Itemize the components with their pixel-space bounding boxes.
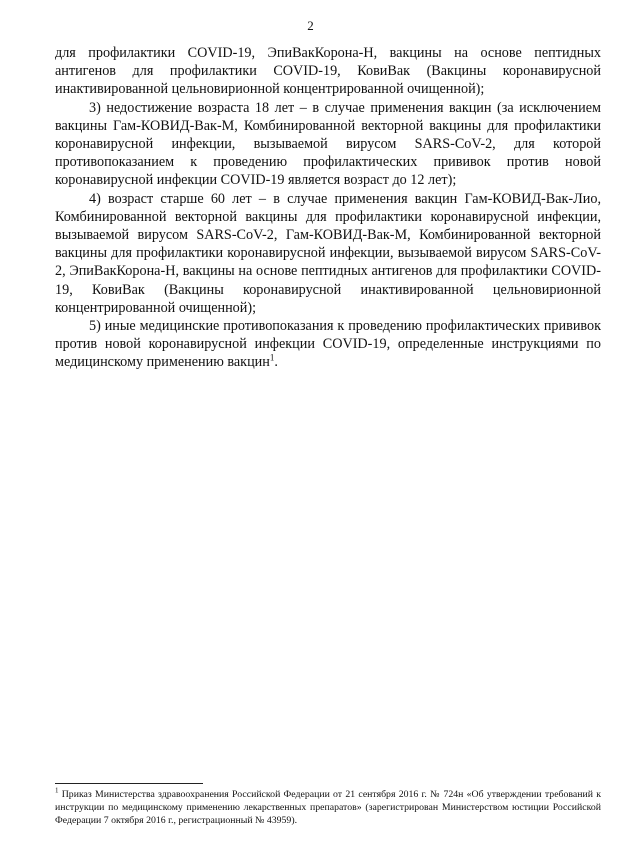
footnote-separator xyxy=(55,783,203,784)
paragraph-item-5 xyxy=(55,317,601,372)
paragraph-text: 4) возраст старше 60 лет – в случае применения вакцин Гам-КОВИД-Вак-Лио, Комбинированной векторной вакцины для профилактики коронавирусной инфекции, вызываемой вирусом SARS-CoV-2, Гам-КОВИД-Вак-М, Комбинированной векторной вакцины для профилактики коронавирусной инфекции, вызываемой вирусом SARS-CoV-2, ЭпиВакКорона-Н, вакцины на основе пептидных антигенов для профилактики COVID-19, КовиВак (Вакцины коронавирусной инактивированной цельновирионной концентрированной очищенной); xyxy=(55,190,601,316)
paragraph-end-punctuation: . xyxy=(274,354,278,371)
body-text xyxy=(55,44,601,372)
paragraph-text: для профилактики COVID-19, ЭпиВакКорона-Н, вакцины на основе пептидных антигенов для профилактики COVID-19, КовиВак (Вакцины коронавирусной инактивированной цельновирионной концентрированной очищенной); xyxy=(55,45,601,98)
paragraph-item-3 xyxy=(55,99,601,190)
footnote-mark: 1 xyxy=(55,786,59,795)
footnote-text: Приказ Министерства здравоохранения Российской Федерации от 21 сентября 2016 г. № 724н «Об утверждении требований к инструкции по медицинскому применению лекарственных препаратов» (зарегистрирован Министерством юстиции Российской Федерации 7 октября 2016 г., регистрационный № 43959). xyxy=(55,789,601,826)
paragraph-continuation xyxy=(55,44,601,99)
page-number: 2 xyxy=(307,18,314,33)
paragraph-item-4 xyxy=(55,190,601,317)
paragraph-text: 3) недостижение возраста 18 лет – в случае применения вакцин (за исключением вакцины Гам-КОВИД-Вак-М, Комбинированной векторной вакцины для профилактики коронавирусной инфекции, вызываемой вирусом SARS-CoV-2, для которой противопоказанием к проведению профилактических прививок против новой коронавирусной инфекции COVID-19 является возраст до 12 лет); xyxy=(55,99,601,189)
footnote xyxy=(55,788,601,827)
footnote-reference: 1 xyxy=(269,352,275,363)
paragraph-text: 5) иные медицинские противопоказания к проведению профилактических прививок против новой коронавирусной инфекции COVID-19, определенные инструкциями по медицинскому применению вакцин xyxy=(55,318,601,371)
